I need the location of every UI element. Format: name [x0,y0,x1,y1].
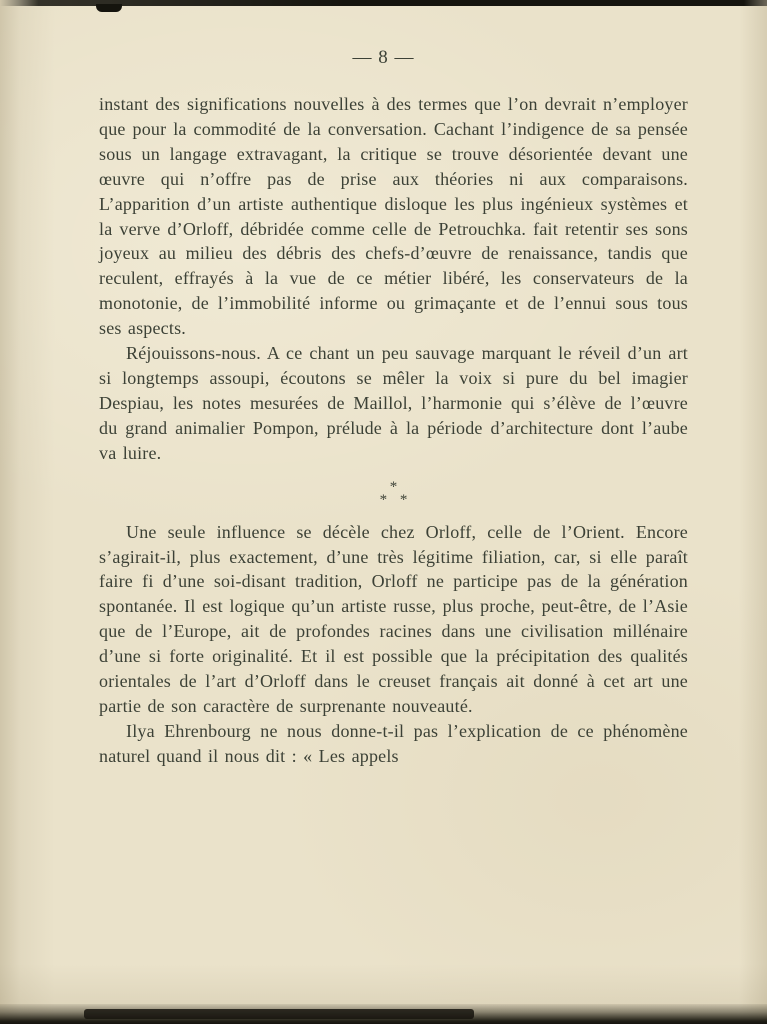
paragraph: Ilya Ehrenbourg ne nous donne-t-il pas l’explication de ce phénomène naturel quand il nous dit : « Les appels [99,720,688,766]
section-separator [99,466,688,520]
asterism-bottom: * * [379,491,408,508]
scan-edge-top [0,0,767,6]
paragraph: Réjouissons-nous. A ce chant un peu sauvage marquant le réveil d’un art si longtemps assoupi, écoutons se mêler la voix si pure du bel imagier Despiau, les notes mesurées de Maillol, l’harmonie qui s’élève de l’œuvre du grand animalier Pompon, prélude à la période d’architecture dont l’aube va luire. [99,343,688,463]
scan-edge-bottom [0,1004,767,1024]
asterism-top: * [389,478,398,495]
page-number: — 8 — [352,47,415,68]
page-body [99,92,688,769]
paragraph: Une seule influence se décèle chez Orloff, celle de l’Orient. Encore s’agirait-il, plus exactement, d’une très légitime filiation, car, si elle paraît faire fi d’une soi-disant tradition, Orloff ne participe pas de la génération spontanée. Il est logique qu’un artiste russe, plus proche, peut-être, de l’Asie que de l’Europe, ait de profondes racines dans une civilisation millénaire d’une si forte originalité. Et il est possible que la précipitation des qualités orientales de l’art d’Orloff dans le creuset français ait donné à cet art une partie de son caractère de surprenante nouveauté. [99,521,688,716]
paragraph: instant des significations nouvelles à des termes que l’on devrait n’employer que pour la commodité de la conversation. Cachant l’indigence de sa pensée sous un langage extravagant, la critique se trouve désorientée devant une œuvre qui n’offre pas de prise aux théories ni aux comparaisons. L’apparition d’un artiste authentique disloque les plus ingénieux systèmes et la verve d’Orloff, débridée comme celle de Petrouchka. fait retentir ses sons joyeux au milieu des débris des chefs-d’œuvre de renaissance, tandis que reculent, effrayés à la vue de ce métier libéré, les conservateurs de la monotonie, de l’immobilité informe ou grimaçante et de l’ennui sous tous ses aspects. [99,94,688,339]
